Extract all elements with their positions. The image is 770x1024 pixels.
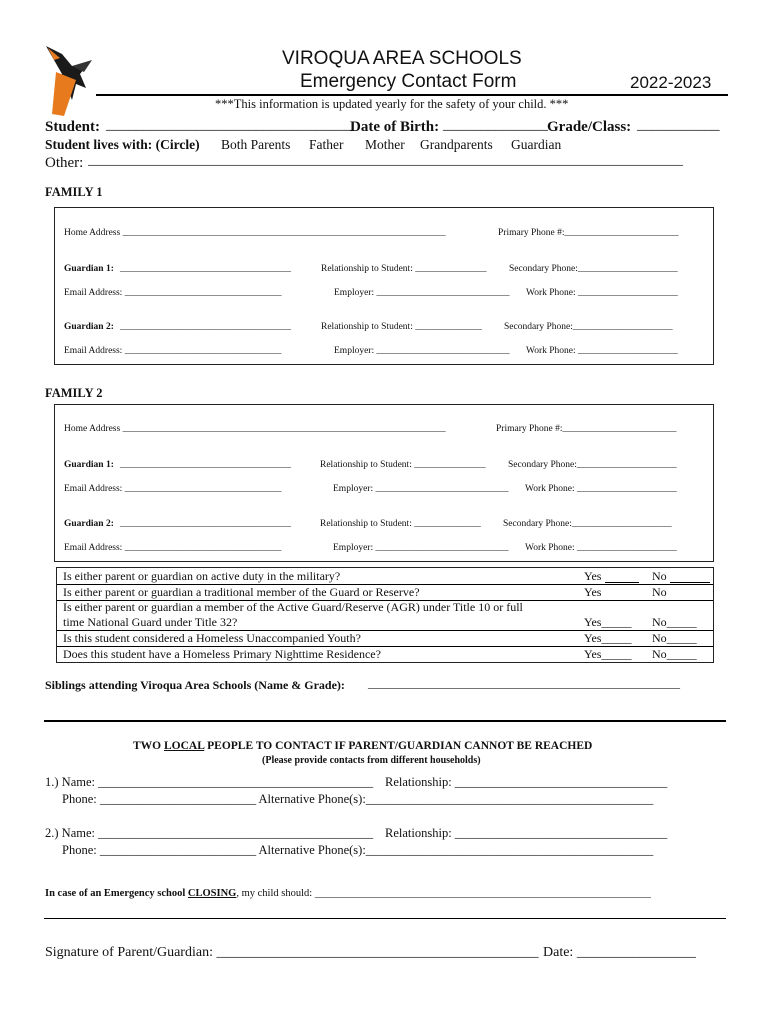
contacts-subheading: (Please provide contacts from different households) [262,755,481,766]
question-nighttime-residence-yes[interactable]: Yes_____ [584,647,632,661]
closing-instruction [45,888,651,899]
closing-field[interactable]: ________________________________________________________________ [314,888,651,899]
contact1-phones[interactable]: Phone: _________________________ Alternative Phone(s):______________________________________________ [62,792,654,806]
family2-guardian1-label: Guardian 1: [64,460,114,470]
family2-guardian2-employer[interactable]: Employer: ____________________________ [333,543,509,553]
grade-label: Grade/Class: [547,119,632,135]
siblings-field[interactable]: ____________________________________________________ [368,676,680,690]
family2-guardian2-name[interactable]: ____________________________________ [120,519,291,529]
family2-guardian1-relationship[interactable]: Relationship to Student: _______________ [320,460,486,470]
question-active-duty-yes[interactable]: Yes [584,569,602,583]
closing-second-line[interactable] [44,918,726,919]
student-field[interactable]: _________________________________ [106,117,354,133]
family1-guardian2-name[interactable]: ____________________________________ [120,322,291,332]
question-agr-no[interactable]: No_____ [652,615,697,629]
family2-guardian2-email[interactable]: Email Address: _________________________________ [64,543,282,553]
contact1-relationship[interactable]: Relationship: __________________________________ [385,775,668,789]
family1-heading: FAMILY 1 [45,185,103,199]
lives-option-guardian[interactable]: Guardian [511,137,562,152]
family2-guardian1-name[interactable]: ____________________________________ [120,460,291,470]
family2-guardian2-work-phone[interactable]: Work Phone: _____________________ [525,543,677,553]
contact1-name[interactable]: 1.) Name: ____________________________________________ [45,775,374,789]
family1-box [54,207,714,365]
family1-guardian1-email[interactable]: Email Address: _________________________________ [64,288,282,298]
family1-home-address[interactable]: Home Address ____________________________________________________________________ [64,228,446,238]
dob-label: Date of Birth: [350,119,440,135]
signature-field[interactable]: Signature of Parent/Guardian: ______________________________________________ [45,945,539,960]
question-agr-yes[interactable]: Yes_____ [584,615,632,629]
form-title: Emergency Contact Form [300,71,517,92]
family2-guardian1-work-phone[interactable]: Work Phone: _____________________ [525,484,677,494]
family1-guardian1-work-phone[interactable]: Work Phone: _____________________ [526,288,678,298]
question-homeless-youth-no[interactable]: No_____ [652,631,697,645]
question-active-duty-no[interactable]: No [652,569,667,583]
question-guard-reserve-yes[interactable]: Yes [584,585,602,599]
family2-primary-phone[interactable]: Primary Phone #:________________________ [496,424,677,434]
family2-guardian2-label: Guardian 2: [64,519,114,529]
question-guard-reserve-no[interactable]: No [652,585,667,599]
falcon-logo-icon [42,44,98,118]
student-label: Student: [45,119,101,135]
no-underline [670,582,710,583]
question-guard-reserve: Is either parent or guardian a traditional member of the Guard or Reserve? [63,585,420,599]
closing-post: , my child should: [236,888,315,899]
school-logo [42,44,98,118]
family1-guardian2-employer[interactable]: Employer: ____________________________ [334,346,510,356]
question-nighttime-residence-no[interactable]: No_____ [652,647,697,661]
family1-guardian2-work-phone[interactable]: Work Phone: _____________________ [526,346,678,356]
family1-guardian2-email[interactable]: Email Address: _________________________________ [64,346,282,356]
question-agr-line1: Is either parent or guardian a member of the Active Guard/Reserve (AGR) under Title 10 or full [63,600,523,614]
dob-field[interactable]: ______________ [443,117,548,133]
lives-option-grandparents[interactable]: Grandparents [420,137,493,152]
question-nighttime-residence: Does this student have a Homeless Primary Nighttime Residence? [63,647,381,661]
family2-guardian1-secondary-phone[interactable]: Secondary Phone:_____________________ [508,460,677,470]
family1-guardian1-secondary-phone[interactable]: Secondary Phone:_____________________ [509,264,678,274]
family2-heading: FAMILY 2 [45,386,103,400]
other-field[interactable]: _____________________________________________________________________________________ [88,153,683,168]
grade-field[interactable]: ___________ [637,117,720,133]
contacts-heading-post: PEOPLE TO CONTACT IF PARENT/GUARDIAN CANNOT BE REACHED [204,740,593,752]
lives-with-label: Student lives with: (Circle) [45,137,200,152]
family1-guardian1-employer[interactable]: Employer: ____________________________ [334,288,510,298]
family2-guardian2-secondary-phone[interactable]: Secondary Phone:_____________________ [503,519,672,529]
family1-guardian1-relationship[interactable]: Relationship to Student: _______________ [321,264,487,274]
lives-option-father[interactable]: Father [309,137,344,152]
school-year: 2022-2023 [630,73,712,92]
military-questions-box [56,567,714,663]
family2-guardian2-relationship[interactable]: Relationship to Student: ______________ [320,519,481,529]
family1-guardian2-relationship[interactable]: Relationship to Student: ______________ [321,322,482,332]
family1-guardian2-secondary-phone[interactable]: Secondary Phone:_____________________ [504,322,673,332]
question-active-duty: Is either parent or guardian on active duty in the military? [63,569,341,583]
question-agr-line2: time National Guard under Title 32? [63,615,238,629]
family1-guardian1-label: Guardian 1: [64,264,114,274]
school-name: VIROQUA AREA SCHOOLS [282,48,522,69]
date-field[interactable]: Date: _________________ [543,945,696,960]
contact2-relationship[interactable]: Relationship: __________________________________ [385,826,668,840]
contacts-heading [133,740,592,752]
family1-primary-phone[interactable]: Primary Phone #:________________________ [498,228,679,238]
section-rule [44,720,726,722]
closing-word: CLOSING [187,888,237,899]
family2-box [54,404,714,562]
contact2-name[interactable]: 2.) Name: ____________________________________________ [45,826,374,840]
family2-guardian1-employer[interactable]: Employer: ____________________________ [333,484,509,494]
lives-option-mother[interactable]: Mother [365,137,405,152]
yes-underline [605,582,639,583]
family2-guardian1-email[interactable]: Email Address: _________________________________ [64,484,282,494]
question-homeless-youth-yes[interactable]: Yes_____ [584,631,632,645]
contact2-phones[interactable]: Phone: _________________________ Alternative Phone(s):______________________________________________ [62,843,654,857]
siblings-label: Siblings attending Viroqua Area Schools (Name & Grade): [45,678,345,692]
header-rule [96,94,728,96]
header-notice: ***This information is updated yearly for the safety of your child. *** [215,97,569,111]
question-homeless-youth: Is this student considered a Homeless Unaccompanied Youth? [63,631,361,645]
contacts-heading-pre: TWO [133,740,164,752]
other-label: Other: [45,155,84,171]
closing-pre: In case of an Emergency school [45,888,188,899]
family1-guardian2-label: Guardian 2: [64,322,114,332]
contacts-heading-local: LOCAL [164,740,205,752]
lives-option-both-parents[interactable]: Both Parents [221,137,291,152]
family1-guardian1-name[interactable]: ____________________________________ [120,264,291,274]
family2-home-address[interactable]: Home Address ____________________________________________________________________ [64,424,446,434]
